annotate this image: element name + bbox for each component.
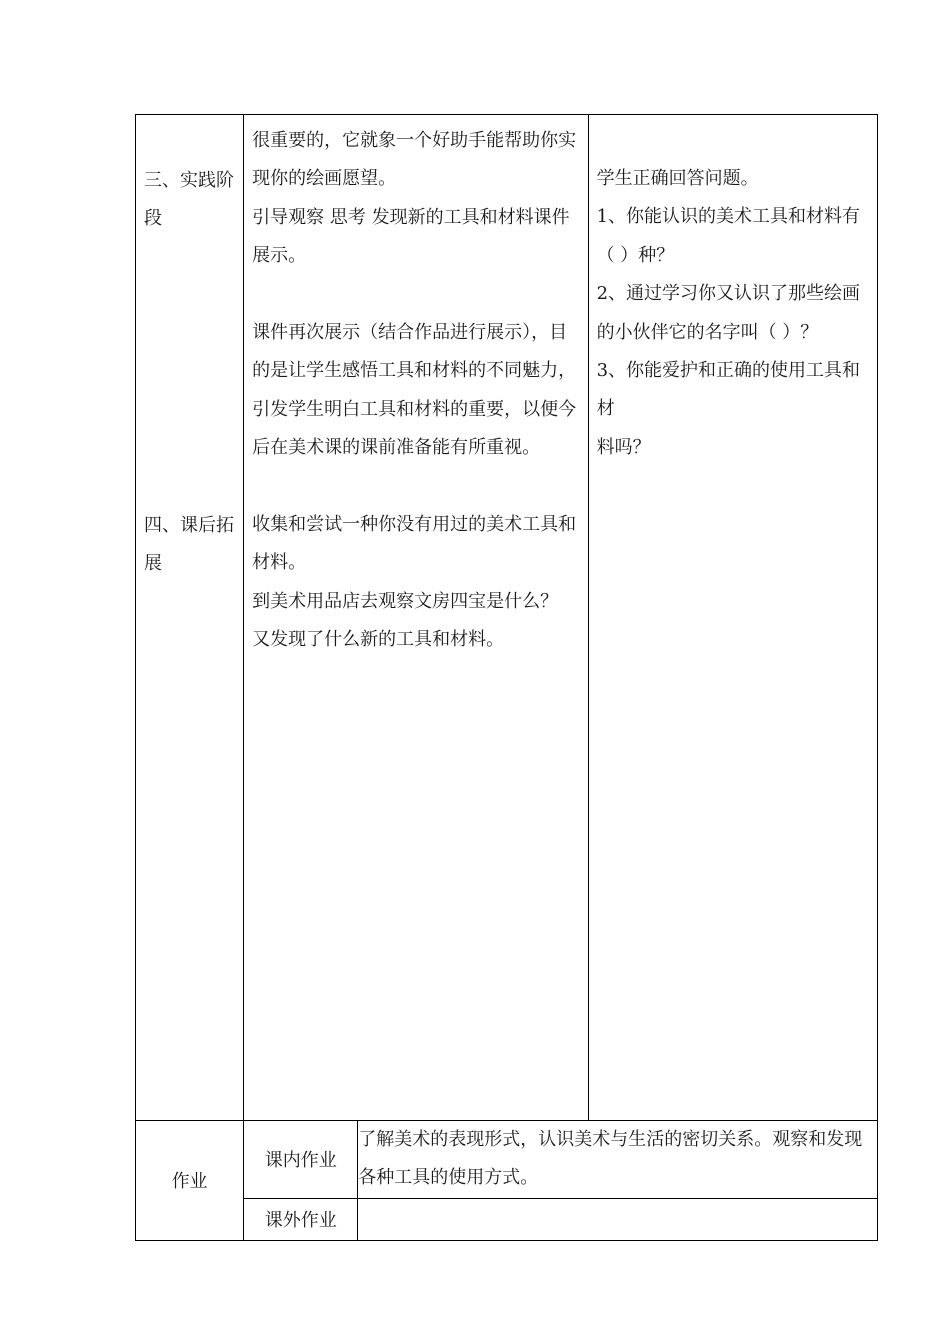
in-class-homework-text: 了解美术的表现形式，认识美术与生活的密切关系。观察和发现各种工具的使用方式。 (358, 1121, 878, 1199)
stage-extension-label: 四、课后拓展 (144, 514, 234, 575)
content-paragraph: 到美术用品店去观察文房四宝是什么？ (252, 590, 559, 612)
content-paragraph: 收集和尝试一种你没有用过的美术工具和材料。 (252, 514, 577, 574)
homework-out-class-row (136, 1198, 878, 1240)
content-paragraph: 引导观察 思考 发现新的工具和材料课件展示。 (252, 206, 570, 267)
in-class-homework-label: 课内作业 (244, 1121, 358, 1199)
stage-column (136, 115, 244, 1121)
stage-practice-label: 三、实践阶段 (144, 170, 234, 230)
out-class-homework-text (358, 1198, 878, 1240)
homework-in-class-row (136, 1121, 878, 1199)
content-paragraph: 课件再次展示（结合作品进行展示），目的是让学生感悟工具和材料的不同魅力，引发学生明白工具和材料的重要，以便今后在美术课的课前准备能有所重视。 (252, 322, 577, 459)
homework-label: 作业 (136, 1121, 244, 1241)
student-activity-column (588, 115, 877, 1121)
content-paragraph: 又发现了什么新的工具和材料。 (252, 629, 505, 651)
question-item-continued: 料吗？ (596, 436, 651, 458)
question-item: 2、通过学习你又认识了那些绘画的小伙伴它的名字叫（ ）？ (596, 283, 861, 343)
question-item: 3、你能爱护和正确的使用工具和材 (596, 360, 861, 420)
out-class-homework-label: 课外作业 (244, 1198, 358, 1240)
teaching-stage-row (136, 115, 878, 1121)
lesson-plan-table (135, 114, 878, 1241)
question-item: 1、你能认识的美术工具和材料有（ ）种？ (596, 206, 861, 266)
answer-intro: 学生正确回答问题。 (596, 168, 759, 189)
content-paragraph: 很重要的，它就象一个好助手能帮助你实现你的绘画愿望。 (252, 130, 577, 190)
teaching-content-column (244, 115, 588, 1121)
